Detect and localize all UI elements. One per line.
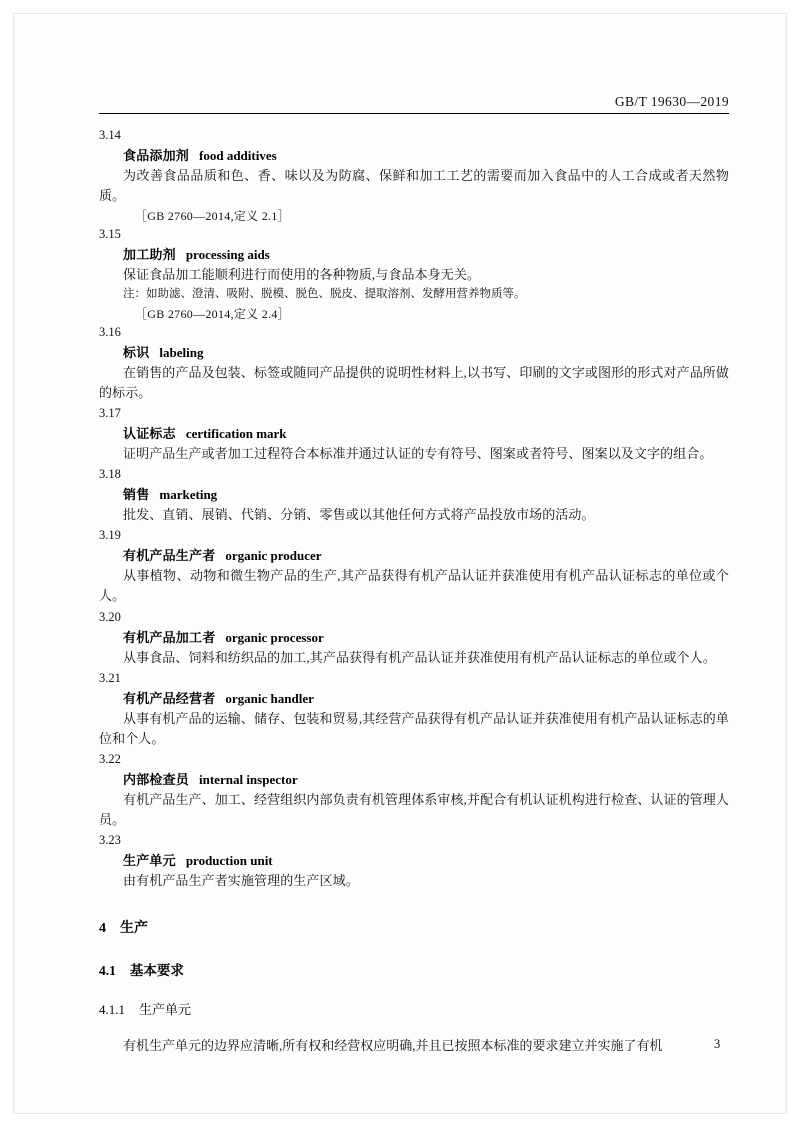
clause-title: 生产 (120, 921, 148, 937)
clause-title: 生产单元 (139, 1002, 192, 1018)
entry-reference: ［GB 2760—2014,定义 2.1］ (135, 209, 290, 224)
entry-term-cn: 加工助剂 (123, 247, 176, 263)
page-header (99, 94, 729, 113)
clause-number: 4.1 (99, 963, 116, 979)
clause-heading-41 (99, 959, 729, 979)
entry-term-cn: 有机产品生产者 (123, 548, 216, 564)
clause-heading-411 (99, 999, 729, 1018)
term-entry (99, 467, 729, 525)
clause-title: 基本要求 (129, 963, 184, 979)
entry-number: 3.19 (99, 528, 121, 543)
entry-term-cn: 内部检查员 (123, 771, 190, 787)
term-entry (99, 325, 729, 403)
entry-term-en: processing aids (185, 247, 270, 263)
entry-definition: 保证食品加工能顺利进行而使用的各种物质,与食品本身无关。 (123, 267, 481, 283)
entry-term (123, 423, 729, 442)
entry-note: 注：如助滤、澄清、吸附、脱模、脱色、脱皮、提取溶剂、发酵用营养物质等。 (123, 288, 526, 301)
term-entry (99, 671, 729, 749)
entry-term (123, 244, 729, 263)
clause-heading-4 (99, 917, 729, 937)
entry-definition: 从事有机产品的运输、储存、包装和贸易,其经营产品获得有机产品认证并获准使用有机产品认证标志的单位和个人。 (99, 710, 729, 746)
entry-number: 3.23 (99, 833, 121, 848)
entry-term-cn: 销售 (123, 487, 150, 503)
entry-term-en: organic producer (225, 548, 322, 564)
entry-number: 3.17 (99, 405, 121, 420)
entry-term-en: organic processor (225, 629, 324, 645)
entry-term-en: marketing (159, 487, 218, 503)
term-entry (99, 128, 729, 224)
entry-number: 3.15 (99, 227, 121, 242)
entry-term-cn: 生产单元 (123, 853, 176, 869)
entry-definition: 为改善食品品质和色、香、味以及为防腐、保鲜和加工工艺的需要而加入食品中的人工合成或者天然物质。 (99, 168, 729, 204)
entry-term-en: certification mark (185, 425, 287, 441)
page-number: 3 (714, 1037, 721, 1051)
entry-term (123, 545, 729, 564)
header-rule (99, 113, 729, 114)
entry-term-en: organic handler (225, 690, 314, 706)
entry-definition: 在销售的产品及包装、标签或随同产品提供的说明性材料上,以书写、印刷的文字或图形的形式对产品所做的标示。 (99, 364, 729, 400)
entry-definition: 批发、直销、展销、代销、分销、零售或以其他任何方式将产品投放市场的活动。 (123, 507, 595, 523)
entry-term-cn: 标识 (123, 344, 150, 360)
clause-number: 4.1.1 (99, 1002, 125, 1018)
entry-definition: 有机产品生产、加工、经营组织内部负责有机管理体系审核,并配合有机认证机构进行检查、认证的管理人员。 (99, 791, 729, 828)
entry-term (123, 850, 729, 869)
entry-reference: ［GB 2760—2014,定义 2.4］ (135, 306, 290, 321)
entry-term-en: internal inspector (199, 771, 298, 787)
term-entry (99, 406, 729, 464)
entry-definition: 从事植物、动物和微生物产品的生产,其产品获得有机产品认证并获准使用有机产品认证标志的单位或个人。 (99, 568, 729, 604)
entry-definition: 由有机产品生产者实施管理的生产区域。 (123, 873, 359, 889)
entry-term-cn: 认证标志 (123, 425, 176, 441)
entry-definition: 从事食品、饲料和纺织品的加工,其产品获得有机产品认证并获准使用有机产品认证标志的单位或个人。 (123, 649, 716, 665)
page-content (99, 94, 729, 1057)
entry-number: 3.16 (99, 324, 121, 339)
term-entry (99, 610, 729, 668)
entry-term-en: food additives (199, 148, 277, 163)
entry-term (123, 484, 729, 503)
entry-term (123, 342, 729, 361)
entry-number: 3.22 (99, 751, 121, 766)
entry-term (123, 627, 729, 646)
entry-term (123, 688, 729, 707)
term-entry (99, 227, 729, 321)
clause-paragraph: 有机生产单元的边界应清晰,所有权和经营权应明确,并且已按照本标准的要求建立并实施了有机 (123, 1038, 663, 1054)
entry-term-en: labeling (159, 344, 204, 360)
term-entry (99, 833, 729, 891)
page-sheet (14, 14, 786, 1113)
entry-number: 3.20 (99, 609, 121, 624)
clause-number: 4 (99, 921, 106, 937)
entry-term-cn: 有机产品加工者 (123, 629, 216, 645)
term-entry (99, 752, 729, 830)
standard-id: GB/T 19630—2019 (614, 94, 729, 109)
entry-term (123, 769, 729, 788)
entry-definition: 证明产品生产或者加工过程符合本标准并通过认证的专有符号、图案或者符号、图案以及文字的组合。 (123, 445, 713, 461)
entry-number: 3.14 (99, 128, 121, 142)
term-entry (99, 528, 729, 606)
entry-term-en: production unit (185, 853, 273, 869)
entry-term-cn: 有机产品经营者 (123, 690, 216, 706)
entry-number: 3.21 (99, 670, 121, 685)
entry-number: 3.18 (99, 467, 121, 482)
entry-term-cn: 食品添加剂 (123, 148, 190, 163)
entry-term (123, 145, 729, 164)
